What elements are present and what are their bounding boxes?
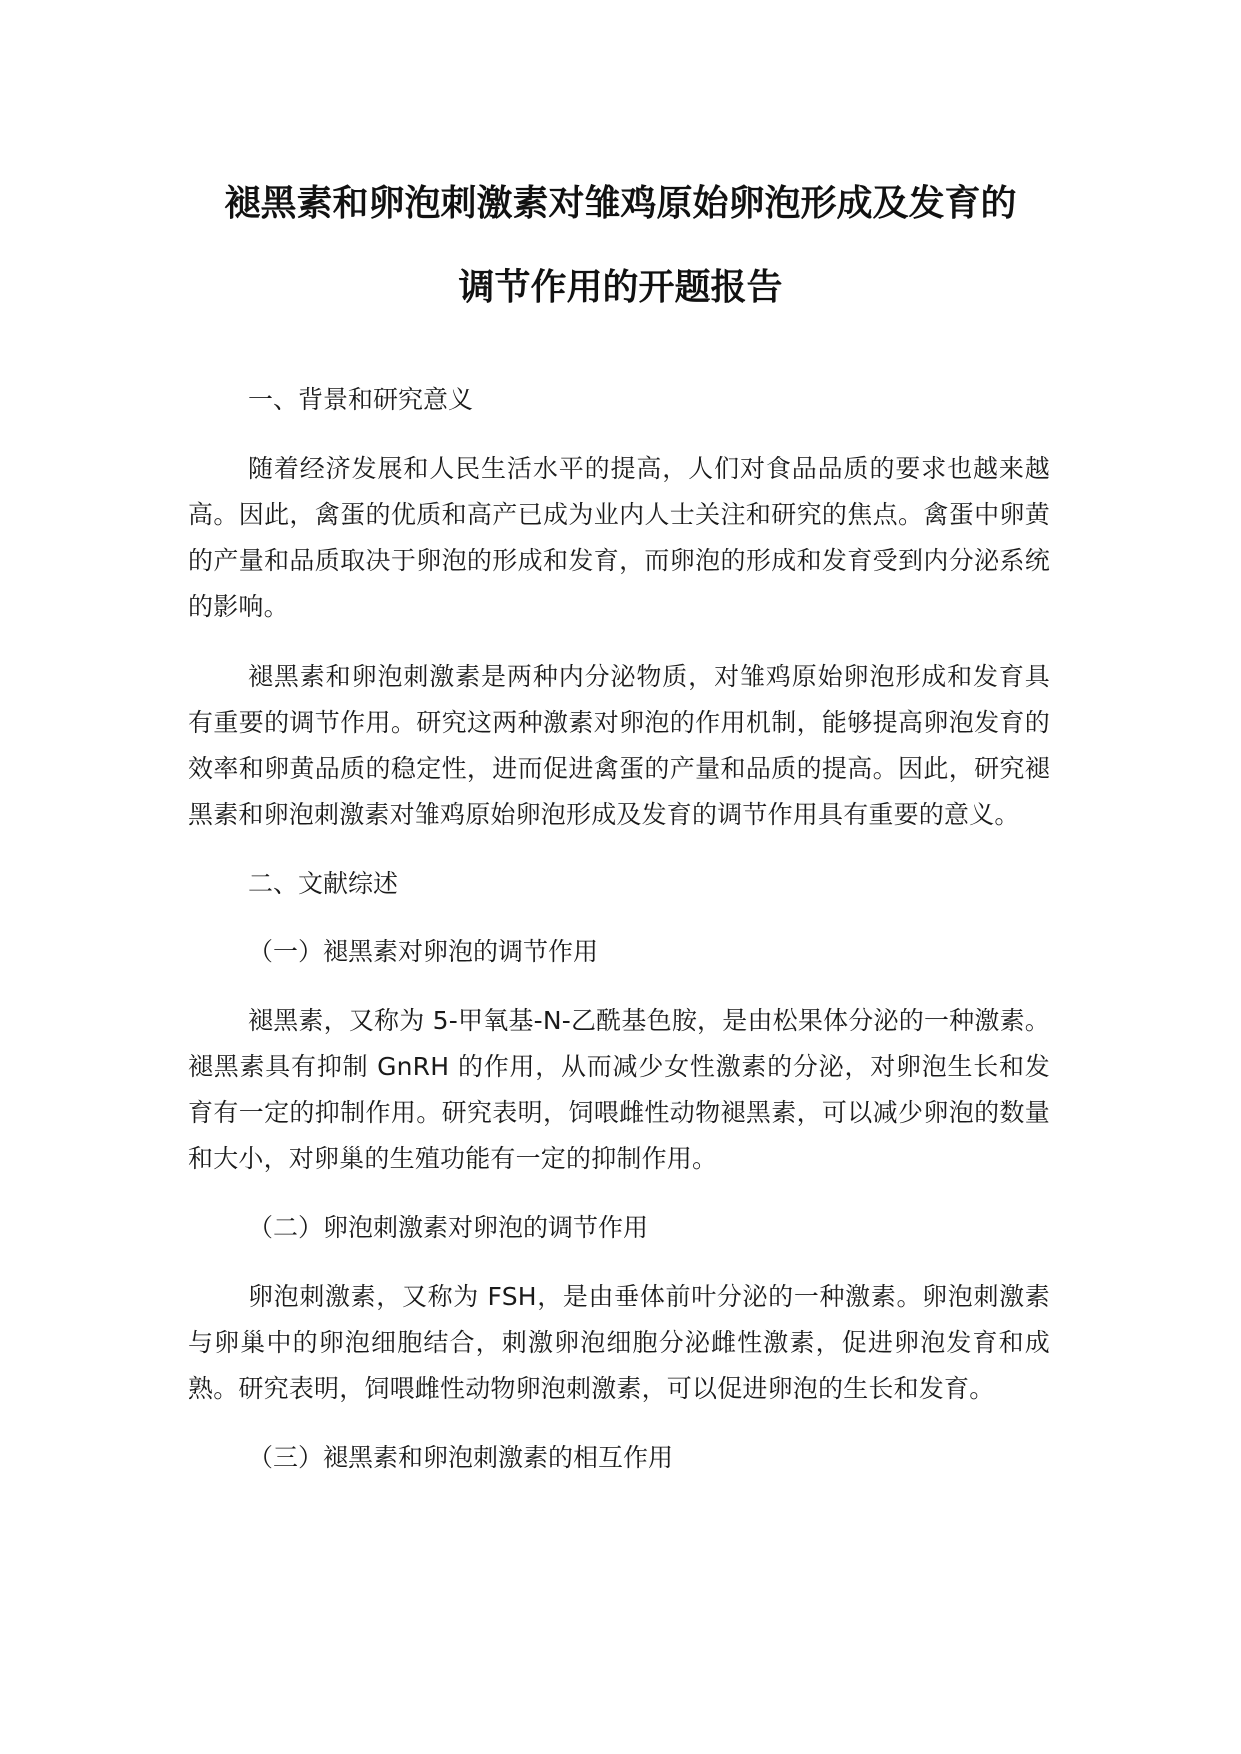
paragraph-background-1: 随着经济发展和人民生活水平的提高，人们对食品品质的要求也越来越高。因此，禽蛋的优质和高产已成为业内人士关注和研究的焦点。禽蛋中卵黄的产量和品质取决于卵泡的形成和发育，而卵泡的形成和发育受到内分泌系统的影响。 bbox=[188, 454, 1050, 621]
subsection-heading-fsh: （二）卵泡刺激素对卵泡的调节作用 bbox=[248, 1213, 649, 1242]
document-title-line-2: 调节作用的开题报告 bbox=[458, 267, 783, 308]
section-heading-literature-review: 二、文献综述 bbox=[248, 869, 399, 898]
section-heading-background: 一、背景和研究意义 bbox=[248, 385, 474, 414]
paragraph-melatonin: 褪黑素，又称为 5-甲氧基-N-乙酰基色胺，是由松果体分泌的一种激素。褪黑素具有抑制 GnRH 的作用，从而减少女性激素的分泌，对卵泡生长和发育有一定的抑制作用。研究表明，饲喂雌性动物褪黑素，可以减少卵泡的数量和大小，对卵巢的生殖功能有一定的抑制作用。 bbox=[188, 1006, 1050, 1173]
paragraph-background-2: 褪黑素和卵泡刺激素是两种内分泌物质，对雏鸡原始卵泡形成和发育具有重要的调节作用。研究这两种激素对卵泡的作用机制，能够提高卵泡发育的效率和卵黄品质的稳定性，进而促进禽蛋的产量和品质的提高。因此，研究褪黑素和卵泡刺激素对雏鸡原始卵泡形成及发育的调节作用具有重要的意义。 bbox=[188, 662, 1050, 829]
subsection-heading-melatonin: （一）褪黑素对卵泡的调节作用 bbox=[248, 937, 599, 966]
document-body bbox=[188, 378, 1050, 1504]
paragraph-fsh: 卵泡刺激素，又称为 FSH，是由垂体前叶分泌的一种激素。卵泡刺激素与卵巢中的卵泡细胞结合，刺激卵泡细胞分泌雌性激素，促进卵泡发育和成熟。研究表明，饲喂雌性动物卵泡刺激素，可以促进卵泡的生长和发育。 bbox=[188, 1282, 1050, 1403]
document-title-line-1: 褪黑素和卵泡刺激素对雏鸡原始卵泡形成及发育的 bbox=[224, 183, 1017, 224]
subsection-heading-interaction: （三）褪黑素和卵泡刺激素的相互作用 bbox=[248, 1443, 674, 1472]
